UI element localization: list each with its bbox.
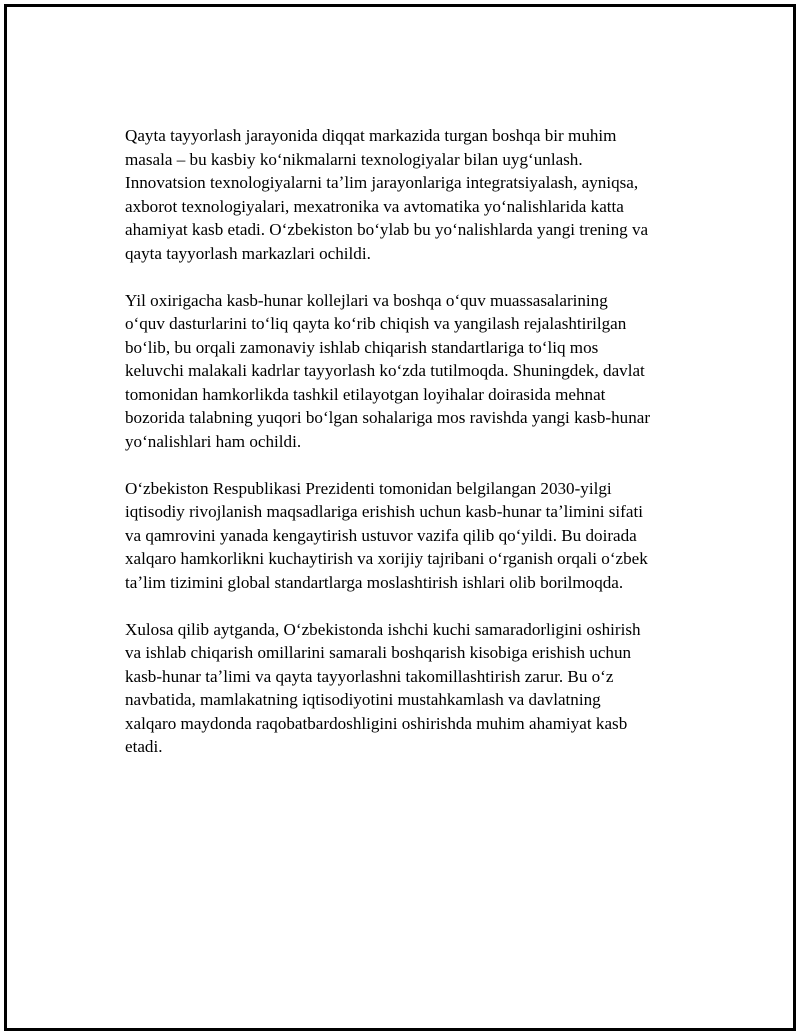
paragraph-line: bozorida talabning yuqori boʻlgan sohalariga mos ravishda yangi kasb-hunar [125,408,651,427]
paragraph-line: ahamiyat kasb etadi. Oʻzbekiston boʻylab bu yoʻnalishlarda yangi trening va [125,220,649,239]
paragraph-line: navbatida, mamlakatning iqtisodiyotini mustahkamlash va davlatning [125,690,601,709]
paragraph-line: iqtisodiy rivojlanish maqsadlariga erishish uchun kasb-hunar taʼlimini sifati [125,502,643,521]
document-body [125,124,695,782]
paragraph-line: va ishlab chiqarish omillarini samarali boshqarish kisobiga erishish uchun [125,643,632,662]
paragraph-line: kasb-hunar taʼlimi va qayta tayyorlashni takomillashtirish zarur. Bu oʻz [125,666,614,686]
paragraph-line: masala – bu kasbiy koʻnikmalarni texnologiyalar bilan uygʻunlash. [125,149,583,169]
paragraph-line: Yil oxirigacha kasb-hunar kollejlari va boshqa oʻquv muassasalarining [125,290,608,310]
paragraph-4 [125,618,695,759]
paragraph-line: oʻquv dasturlarini toʻliq qayta koʻrib chiqish va yangilash rejalashtirilgan [125,314,627,333]
paragraph-1 [125,124,695,265]
paragraph-line: xalqaro maydonda raqobatbardoshligini oshirishda muhim ahamiyat kasb [125,713,628,733]
paragraph-line: boʻlib, bu orqali zamonaviy ishlab chiqarish standartlariga toʻliq mos [125,337,599,357]
paragraph-line: Innovatsion texnologiyalarni taʼlim jarayonlariga integratsiyalash, ayniqsa, [125,173,639,192]
paragraph-line: qayta tayyorlash markazlari ochildi. [125,243,371,263]
paragraph-line: yoʻnalishlari ham ochildi. [125,431,302,451]
paragraph-line: Oʻzbekiston Respublikasi Prezidenti tomonidan belgilangan 2030-yilgi [125,478,612,498]
paragraph-line: tomonidan hamkorlikda tashkil etilayotgan loyihalar doirasida mehnat [125,384,606,404]
paragraph-line: xalqaro hamkorlikni kuchaytirish va xorijiy tajribani oʻrganish orqali oʻzbek [125,549,648,568]
paragraph-line: Xulosa qilib aytganda, Oʻzbekistonda ishchi kuchi samaradorligini oshirish [125,619,641,639]
paragraph-2 [125,289,695,454]
paragraph-line: axborot texnologiyalari, mexatronika va avtomatika yoʻnalishlarida katta [125,196,624,216]
paragraph-line: etadi. [125,737,163,756]
page-border [4,4,796,1031]
paragraph-3 [125,477,695,595]
paragraph-line: keluvchi malakali kadrlar tayyorlash koʻzda tutilmoqda. Shuningdek, davlat [125,361,645,380]
paragraph-line: va qamrovini yanada kengaytirish ustuvor vazifa qilib qoʻyildi. Bu doirada [125,525,637,545]
paragraph-line: Qayta tayyorlash jarayonida diqqat markazida turgan boshqa bir muhim [125,126,617,145]
paragraph-line: taʼlim tizimini global standartlarga moslashtirish ishlari olib borilmoqda. [125,572,624,592]
